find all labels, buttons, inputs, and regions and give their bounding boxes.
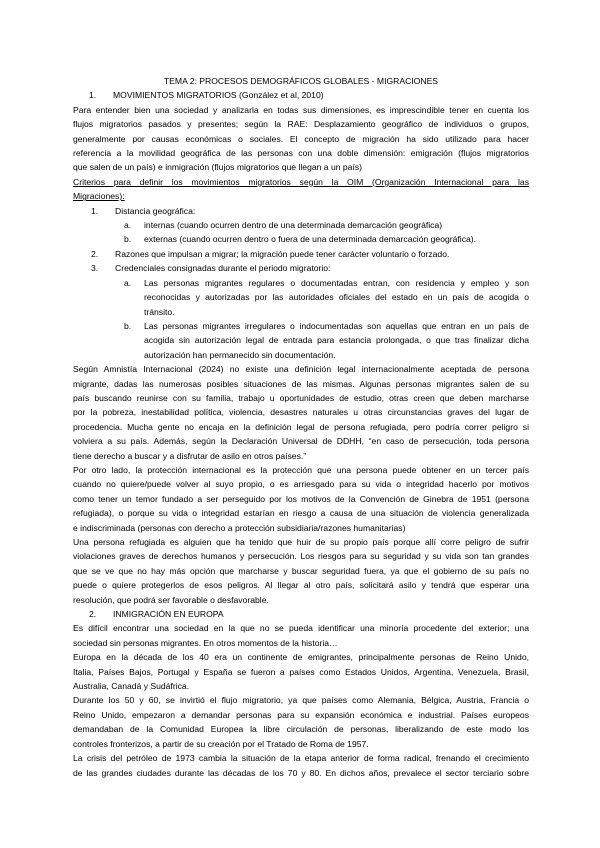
paragraph-line: Es difícil encontrar una sociedad en la que no se pueda identificar una minoría procedente del exterior; una	[73, 623, 529, 634]
list-item	[73, 204, 529, 218]
section-heading-2	[73, 607, 529, 621]
sublist-line: autorización han permanecido sin documentación.	[144, 349, 336, 360]
sublist-text: internas (cuando ocurren dentro de una determinada demarcación geográfica)	[144, 220, 443, 231]
paragraph-line: Reino Unido, empezaron a demandar personas para su expansión económica e industrial. Países europeos	[73, 709, 529, 720]
sublist-letter: b.	[124, 234, 132, 245]
paragraph-line: Australia, Canadá y Sudáfrica.	[73, 681, 190, 692]
paragraph-line: Europa en la década de los 40 era un continente de emigrantes, principalmente personas de Reino Unido,	[73, 652, 529, 663]
paragraph-line: país buscando reunirse con su familia, trabajo u oportunidades de estudio, otras creen que deben marcharse	[73, 392, 529, 403]
paragraph-line: resolución, que podrá ser favorable o desfavorable.	[73, 594, 269, 605]
paragraph-line: violaciones graves de derechos humanos y persecución. Los riesgos para su seguridad y su vida son tan grandes	[73, 551, 529, 562]
paragraph-line: procedencia. Mucha gente no encaja en la definición legal de persona refugiada, pero podría correr peligro si	[73, 421, 529, 432]
list-number: 2.	[91, 248, 99, 259]
paragraph-line: por la pobreza, inestabilidad política, violencia, desastres naturales u otras circunstancias graves del lugar de	[73, 407, 529, 418]
paragraph-line: Una persona refugiada es alguien que ha tenido que huir de su propio país porque allí corre peligro de sufrir	[73, 537, 529, 547]
sublist-line: acogida sin autorización legal de entrada para estancia prolongada, o que tras finalizar dicha	[144, 335, 529, 346]
list-text: Razones que impulsan a migrar; la migración puede tener carácter voluntario o forzado.	[115, 248, 450, 259]
paragraph-line: migrante, dadas las numerosas posibles situaciones de las mismas. Algunas personas migrantes salen de su	[73, 378, 529, 389]
section-number: 1.	[89, 90, 97, 101]
paragraph-line: de las grandes ciudades durante las décadas de los 70 y 80. En dichos años, prevalece el sector terciario sobre	[73, 767, 529, 778]
sublist-letter: b.	[124, 320, 132, 331]
document-title: TEMA 2: PROCESOS DEMOGRÁFICOS GLOBALES - MIGRACIONES	[163, 76, 439, 86]
paragraph-line: como tener un temor fundado a ser perseguido por los motivos de la Convención de Ginebra de 1951 (persona	[73, 493, 529, 504]
list-item	[73, 261, 529, 275]
paragraph-line: Para entender bien una sociedad y analizarla en todas sus dimensiones, es imprescindible tener en cuenta los	[73, 104, 529, 115]
paragraph-line: tiene derecho a buscar y a disfrutar de asilo en otros países.”	[73, 450, 307, 461]
paragraph-line: puede o quiere protegerlos de esos peligros. Al llegar al otro país, solicitará asilo y tendrá que esperar una	[73, 580, 529, 591]
paragraph-line: controles fronterizos, a partir de su creación por el Tratado de Roma de 1957.	[73, 738, 369, 749]
paragraph-line: Por otro lado, la protección internacional es la protección que una persona puede obtener en un tercer país	[73, 464, 529, 475]
paragraph-line: refugiada), o porque su vida o integridad estarían en riesgo a causa de una situación de violencia generalizada	[73, 508, 529, 519]
sublist-item	[73, 218, 529, 232]
sublist-item	[73, 232, 529, 246]
sublist-item	[73, 319, 529, 333]
paragraph-line: e indiscriminada (personas con derecho a protección subsidiaria/razones humanitarias)	[73, 522, 406, 533]
list-text: Distancia geográfica:	[115, 205, 196, 216]
sublist-line: tránsito.	[144, 306, 175, 317]
sublist-letter: a.	[124, 220, 132, 231]
paragraph-line: La crisis del petróleo de 1973 cambia la situación de la etapa anterior de forma radical, frenando el crecimiento	[73, 753, 529, 764]
paragraph-line: flujos migratorios pasados y presentes; según la RAE: Desplazamiento geográfico de individuos o grupos,	[73, 119, 529, 130]
section-title: INMIGRACIÓN EN EUROPA	[113, 609, 224, 620]
paragraph-line: que salen de un país) e inmigración (flujos migratorios que llegan a un país)	[73, 162, 363, 173]
sublist-letter: a.	[124, 277, 132, 288]
sublist-text: Las personas migrantes irregulares o indocumentadas son aquellas que entran en un país de	[144, 320, 529, 331]
paragraph-line: sociedad sin personas migrantes. En otros momentos de la historia…	[73, 637, 338, 648]
list-number: 1.	[91, 205, 99, 216]
paragraph-line: cuando no quiere/puede volver al suyo propio, o es arriesgado para su vida o integridad hacerlo por motivos	[73, 479, 529, 490]
criteria-heading: Criterios para definir los movimientos migratorios según la OIM (Organización Internacional para las	[73, 176, 529, 187]
sublist-item	[73, 276, 529, 290]
sublist-line: reconocidas y autorizadas por las autoridades oficiales del estado en un país de acogida o	[144, 292, 529, 303]
list-text: Credenciales consignadas durante el periodo migratorio:	[115, 263, 331, 274]
criteria-heading: Migraciones):	[73, 191, 125, 202]
document-page	[73, 74, 529, 780]
paragraph-line: generalmente por causas económicas o sociales. El concepto de migración ha sido utilizado para hacer	[73, 133, 529, 144]
sublist-text: Las personas migrantes regulares o documentadas entran, con residencia y empleo y son	[144, 277, 529, 288]
section-heading-1	[73, 88, 529, 102]
paragraph-line: Italia, Países Bajos, Portugal y España se fueron a países como Estados Unidos, Argentina, Venezuela, Brasil,	[73, 666, 529, 677]
paragraph-line: que se ve que no hay más opción que marcharse y buscar seguridad fuera, ya que el gobierno de su país no	[73, 565, 529, 576]
paragraph-line: referencia a la movilidad geográfica de las personas con una doble dimensión: emigración (flujos migratorios	[73, 148, 529, 159]
paragraph-line: Según Amnistía Internacional (2024) no existe una definición legal internacionalmente aceptada de persona	[73, 364, 529, 375]
section-title: MOVIMIENTOS MIGRATORIOS (González et al, 2010)	[113, 90, 324, 101]
section-number: 2.	[89, 609, 97, 620]
paragraph-line: demandaban de la Comunidad Europea la libre circulación de personas, liberalizando de este modo los	[73, 724, 529, 735]
paragraph-line: volviera a su país. Además, según la Declaración Universal de DDHH, “en caso de persecución, toda persona	[73, 436, 529, 447]
paragraph-line: Durante los 50 y 60, se invirtió el flujo migratorio, ya que países como Alemania, Bélgica, Austria, Francia o	[73, 695, 529, 706]
list-item	[73, 247, 529, 261]
list-number: 3.	[91, 263, 99, 274]
sublist-text: externas (cuando ocurren dentro o fuera de una determinada demarcación geográfica).	[144, 234, 477, 245]
